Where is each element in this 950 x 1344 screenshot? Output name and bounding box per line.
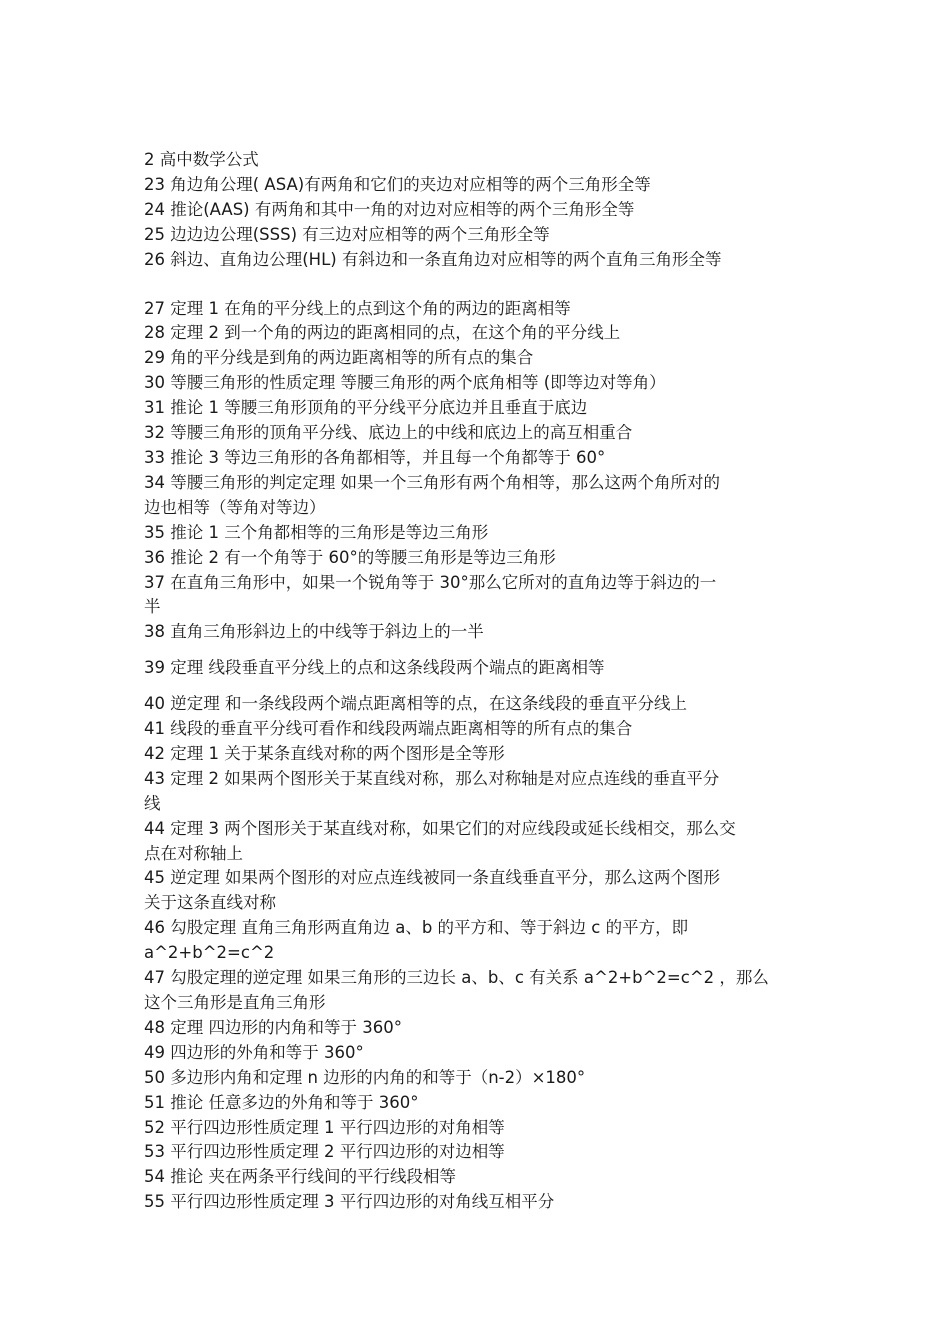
text-line: 38 直角三角形斜边上的中线等于斜边上的一半	[144, 622, 484, 642]
text-line: 54 推论 夹在两条平行线间的平行线段相等	[144, 1167, 456, 1187]
paragraph-gap	[144, 645, 816, 656]
text-line: 50 多边形内角和定理 n 边形的内角的和等于（n-2）×180°	[144, 1067, 586, 1087]
text-line: 33 推论 3 等边三角形的各角都相等，并且每一个角都等于 60°	[144, 447, 606, 467]
text-line: 线	[144, 793, 161, 813]
document-body	[144, 148, 816, 1215]
text-line: 关于这条直线对称	[144, 893, 276, 913]
text-line: 30 等腰三角形的性质定理 等腰三角形的两个底角相等 (即等边对等角）	[144, 373, 666, 393]
text-line: 40 逆定理 和一条线段两个端点距离相等的点，在这条线段的垂直平分线上	[144, 694, 687, 714]
text-line: 32 等腰三角形的顶角平分线、底边上的中线和底边上的高互相重合	[144, 423, 633, 443]
text-line: 44 定理 3 两个图形关于某直线对称，如果它们的对应线段或延长线相交，那么交	[144, 818, 736, 838]
text-line: 55 平行四边形性质定理 3 平行四边形的对角线互相平分	[144, 1192, 555, 1212]
text-line: 35 推论 1 三个角都相等的三角形是等边三角形	[144, 522, 489, 542]
text-line: 25 边边边公理(SSS) 有三边对应相等的两个三角形全等	[144, 224, 550, 244]
text-line: 点在对称轴上	[144, 843, 243, 863]
text-line: 46 勾股定理 直角三角形两直角边 a、b 的平方和、等于斜边 c 的平方，即	[144, 918, 689, 938]
text-line: 29 角的平分线是到角的两边距离相等的所有点的集合	[144, 348, 534, 368]
text-line: 23 角边角公理( ASA)有两角和它们的夹边对应相等的两个三角形全等	[144, 174, 651, 194]
text-line: 2 高中数学公式	[144, 150, 259, 169]
text-line: a^2+b^2=c^2	[144, 943, 275, 963]
text-line: 31 推论 1 等腰三角形顶角的平分线平分底边并且垂直于底边	[144, 398, 588, 418]
text-line: 36 推论 2 有一个角等于 60°的等腰三角形是等边三角形	[144, 547, 556, 567]
text-line: 52 平行四边形性质定理 1 平行四边形的对角相等	[144, 1117, 505, 1137]
text-line: 39 定理 线段垂直平分线上的点和这条线段两个端点的距离相等	[144, 658, 605, 678]
text-line: 边也相等（等角对等边）	[144, 497, 326, 517]
paragraph-gap	[144, 681, 816, 692]
text-line: 34 等腰三角形的判定定理 如果一个三角形有两个角相等，那么这两个角所对的	[144, 472, 720, 492]
text-line: 37 在直角三角形中，如果一个锐角等于 30°那么它所对的直角边等于斜边的一	[144, 572, 717, 592]
text-line: 28 定理 2 到一个角的两边的距离相同的点，在这个角的平分线上	[144, 323, 621, 343]
text-line: 53 平行四边形性质定理 2 平行四边形的对边相等	[144, 1142, 505, 1162]
text-line: 26 斜边、直角边公理(HL) 有斜边和一条直角边对应相等的两个直角三角形全等	[144, 249, 722, 269]
text-line: 42 定理 1 关于某条直线对称的两个图形是全等形	[144, 743, 505, 763]
text-line: 这个三角形是直角三角形	[144, 993, 326, 1012]
text-line: 45 逆定理 如果两个图形的对应点连线被同一条直线垂直平分，那么这两个图形	[144, 868, 720, 888]
text-line: 24 推论(AAS) 有两角和其中一角的对边对应相等的两个三角形全等	[144, 199, 635, 219]
text-line: 47 勾股定理的逆定理 如果三角形的三边长 a、b、c 有关系 a^2+b^2=c^2 ，那么	[144, 968, 769, 988]
text-line: 27 定理 1 在角的平分线上的点到这个角的两边的距离相等	[144, 298, 571, 318]
text-line: 48 定理 四边形的内角和等于 360°	[144, 1017, 402, 1037]
text-line: 49 四边形的外角和等于 360°	[144, 1042, 364, 1062]
text-line: 51 推论 任意多边的外角和等于 360°	[144, 1092, 419, 1112]
text-line: 43 定理 2 如果两个图形关于某直线对称，那么对称轴是对应点连线的垂直平分	[144, 768, 720, 788]
text-line: 半	[144, 597, 161, 617]
paragraph-gap	[144, 273, 816, 297]
text-line: 41 线段的垂直平分线可看作和线段两端点距离相等的所有点的集合	[144, 719, 633, 739]
